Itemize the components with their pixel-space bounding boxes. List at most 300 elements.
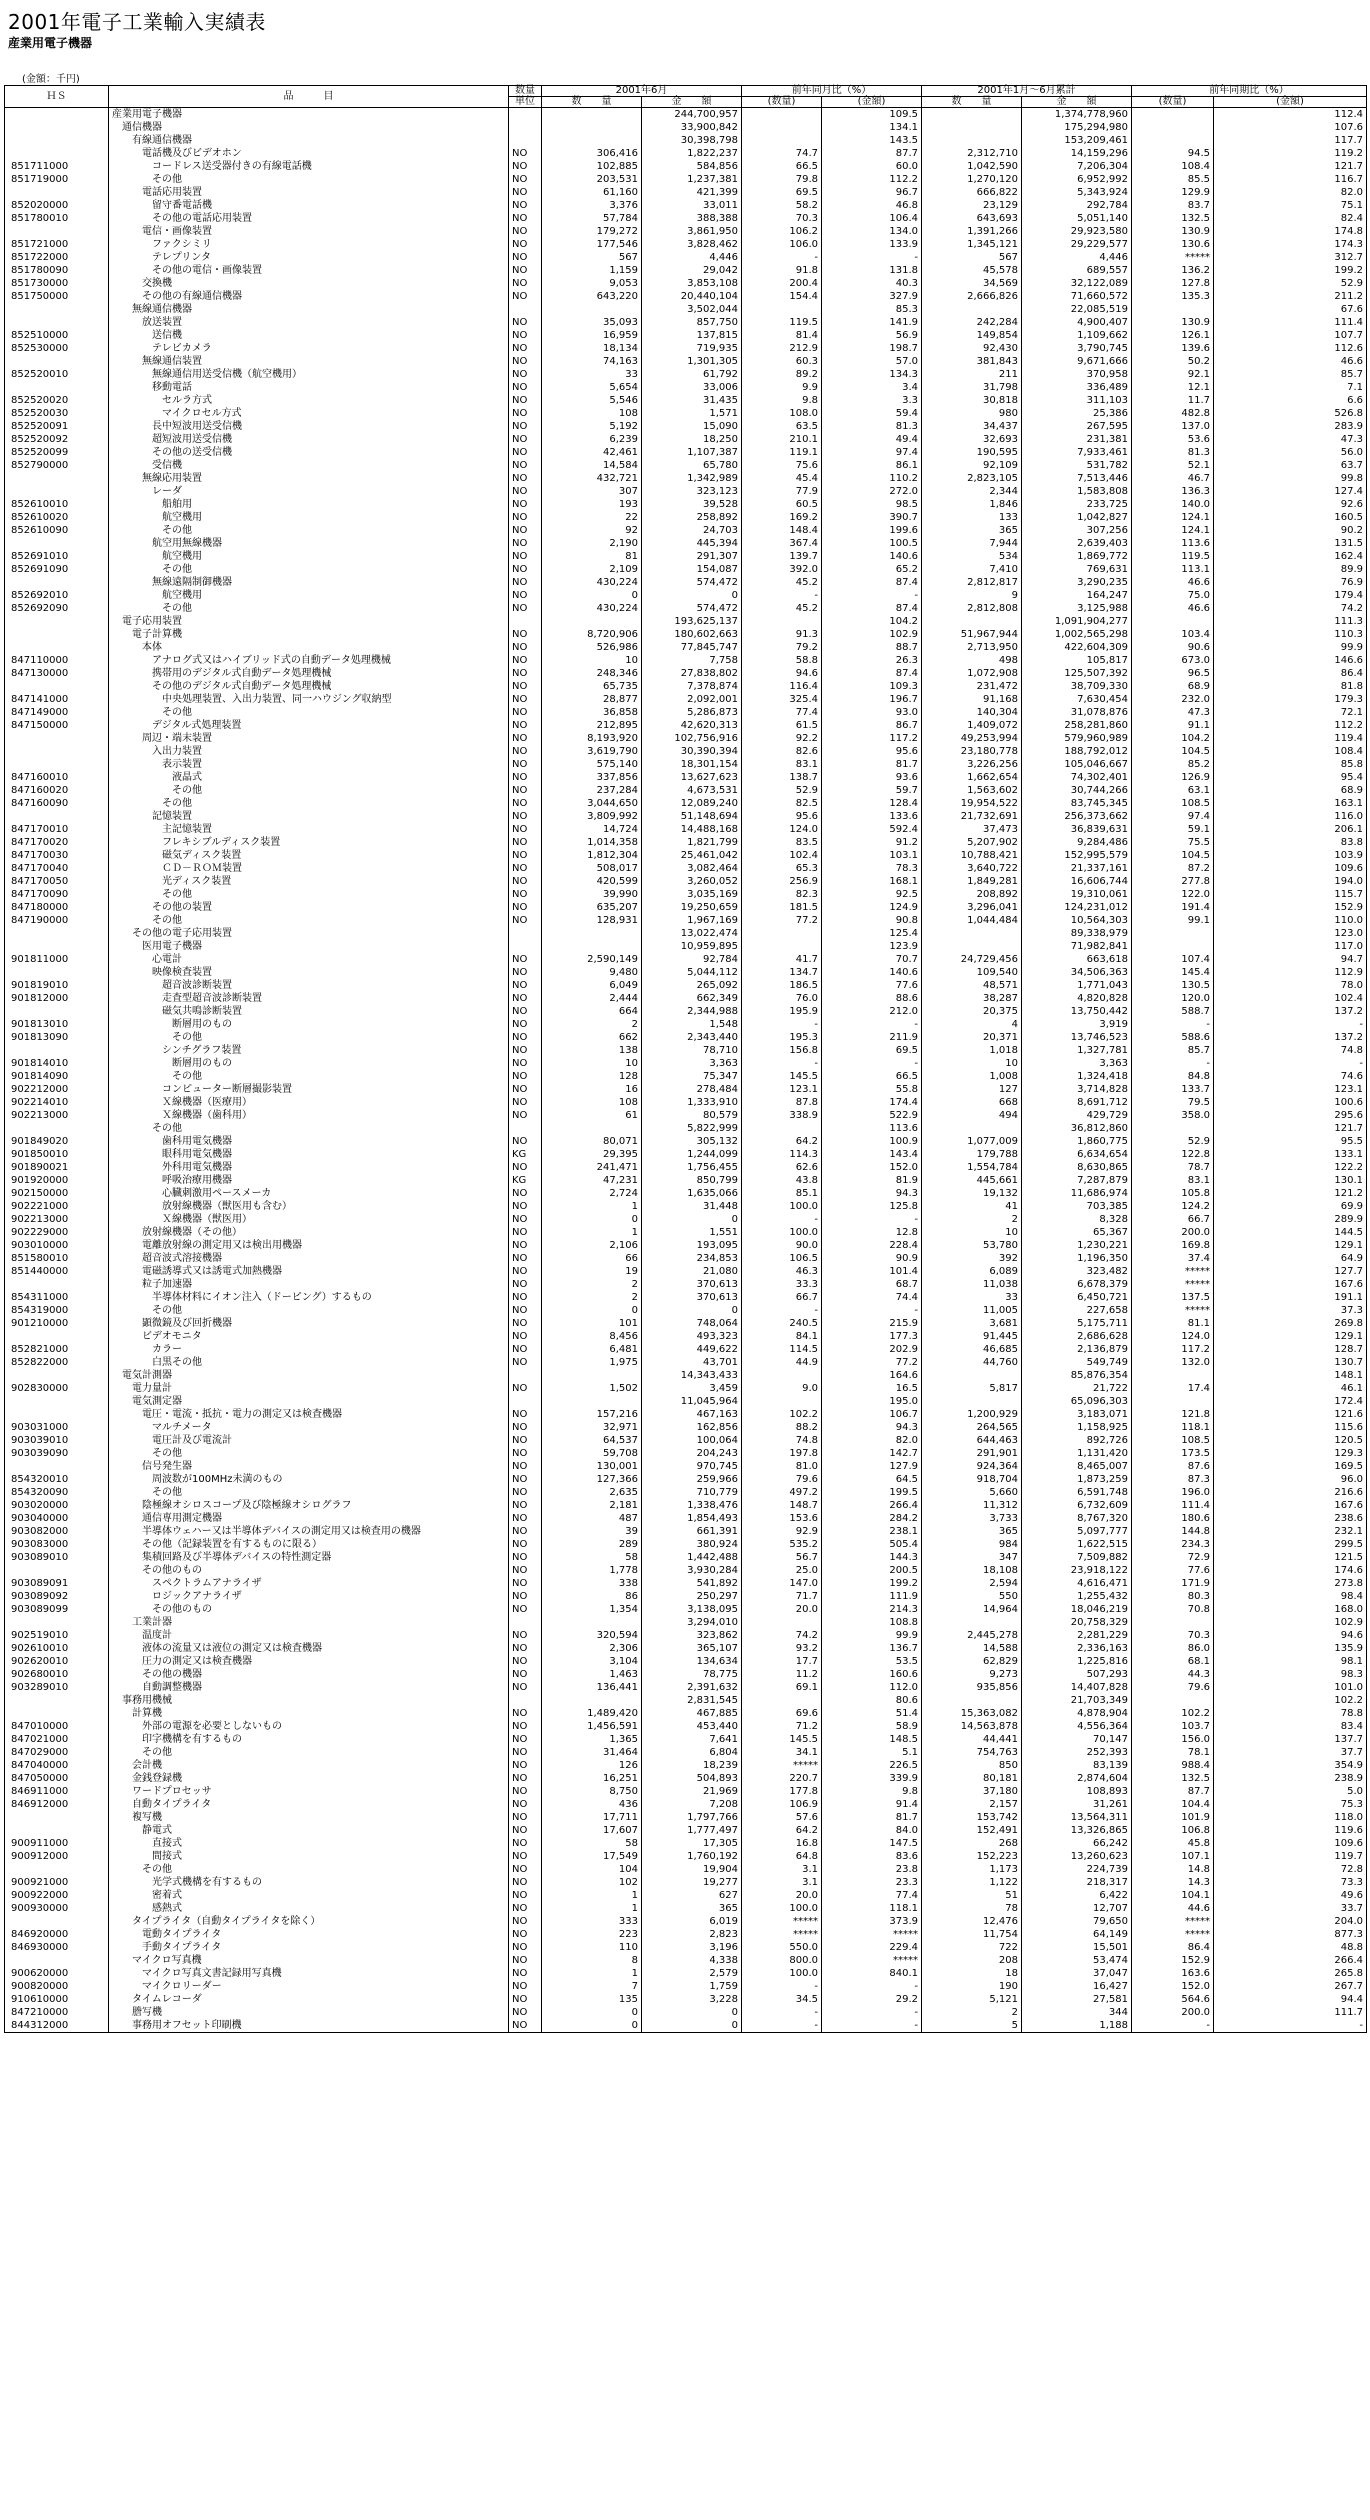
item-name: 無線遠隔制御機器	[109, 576, 509, 589]
ytd-qty: 3,296,041	[922, 901, 1022, 914]
item-name: 産業用電子機器	[109, 108, 509, 122]
ytd-amt: 4,446	[1022, 251, 1132, 264]
month-qty: 0	[542, 2019, 642, 2033]
item-name: その他	[109, 1031, 509, 1044]
month-amt-pct: -	[822, 1213, 922, 1226]
unit: NO	[509, 1629, 542, 1642]
item-name: 光学式機構を有するもの	[109, 1876, 509, 1889]
item-name: 事務用オフセット印刷機	[109, 2019, 509, 2033]
month-qty: 333	[542, 1915, 642, 1928]
month-amt-pct: 106.4	[822, 212, 922, 225]
hs-code: 910610000	[5, 1993, 109, 2006]
table-row	[5, 160, 1367, 173]
month-qty	[542, 1616, 642, 1629]
ytd-qty-pct: 107.1	[1132, 1850, 1214, 1863]
month-amt-pct: 56.9	[822, 329, 922, 342]
month-amt: 493,323	[642, 1330, 742, 1343]
table-row	[5, 368, 1367, 381]
unit: NO	[509, 199, 542, 212]
month-amt: 33,006	[642, 381, 742, 394]
month-amt: 0	[642, 1213, 742, 1226]
hs-code: 852692010	[5, 589, 109, 602]
month-amt-pct: 148.5	[822, 1733, 922, 1746]
table-row	[5, 706, 1367, 719]
item-name: その他	[109, 1863, 509, 1876]
unit: NO	[509, 329, 542, 342]
ytd-qty-pct: 52.1	[1132, 459, 1214, 472]
month-qty-pct: 102.2	[742, 1408, 822, 1421]
ytd-amt: 83,139	[1022, 1759, 1132, 1772]
ytd-amt: 85,876,354	[1022, 1369, 1132, 1382]
ytd-qty: 5,121	[922, 1993, 1022, 2006]
month-amt: 0	[642, 589, 742, 602]
unit: NO	[509, 1317, 542, 1330]
ytd-amt: 175,294,980	[1022, 121, 1132, 134]
ytd-amt-pct: 92.6	[1214, 498, 1367, 511]
ytd-qty: 1,042,590	[922, 160, 1022, 173]
month-amt-pct: 133.6	[822, 810, 922, 823]
ytd-qty: 37,180	[922, 1785, 1022, 1798]
hs-code	[5, 745, 109, 758]
ytd-qty-pct: 66.7	[1132, 1213, 1214, 1226]
month-amt: 365	[642, 1902, 742, 1915]
ytd-qty-pct: 96.5	[1132, 667, 1214, 680]
ytd-qty: 935,856	[922, 1681, 1022, 1694]
document-title: 2001年電子工業輸入実績表	[8, 10, 266, 34]
ytd-qty-pct: 129.9	[1132, 186, 1214, 199]
unit: NO	[509, 1486, 542, 1499]
month-qty: 2,306	[542, 1642, 642, 1655]
month-amt: 1,338,476	[642, 1499, 742, 1512]
item-name: 温度計	[109, 1629, 509, 1642]
hs-code: 903039090	[5, 1447, 109, 1460]
month-qty: 138	[542, 1044, 642, 1057]
table-row	[5, 420, 1367, 433]
unit: NO	[509, 1772, 542, 1785]
ytd-qty-pct: 102.2	[1132, 1707, 1214, 1720]
ytd-amt: 2,136,879	[1022, 1343, 1132, 1356]
month-amt: 627	[642, 1889, 742, 1902]
month-amt: 1,777,497	[642, 1824, 742, 1837]
unit: KG	[509, 1148, 542, 1161]
hs-code	[5, 732, 109, 745]
month-qty: 1,365	[542, 1733, 642, 1746]
table-row	[5, 1551, 1367, 1564]
ytd-amt: 31,261	[1022, 1798, 1132, 1811]
month-amt: 970,745	[642, 1460, 742, 1473]
ytd-qty-pct: 85.5	[1132, 173, 1214, 186]
ytd-qty-pct: 124.1	[1132, 524, 1214, 537]
item-name: 無線通信用送受信機（航空機用）	[109, 368, 509, 381]
item-name: 映像検査装置	[109, 966, 509, 979]
ytd-qty-pct: 118.1	[1132, 1421, 1214, 1434]
ytd-amt-pct: 111.4	[1214, 316, 1367, 329]
month-amt: 453,440	[642, 1720, 742, 1733]
hs-code: 900930000	[5, 1902, 109, 1915]
ytd-amt: 38,709,330	[1022, 680, 1132, 693]
ytd-amt-pct: 85.7	[1214, 368, 1367, 381]
hs-code: 902212000	[5, 1083, 109, 1096]
hs-code	[5, 1915, 109, 1928]
month-amt: 370,613	[642, 1278, 742, 1291]
ytd-qty: 1,173	[922, 1863, 1022, 1876]
hs-code: 851780090	[5, 264, 109, 277]
ytd-amt-pct: 238.6	[1214, 1512, 1367, 1525]
table-row	[5, 1759, 1367, 1772]
hs-code: 900911000	[5, 1837, 109, 1850]
ytd-qty: 152,223	[922, 1850, 1022, 1863]
unit: NO	[509, 290, 542, 303]
item-name: 本体	[109, 641, 509, 654]
ytd-amt: 10,564,303	[1022, 914, 1132, 927]
ytd-qty-pct: 79.5	[1132, 1096, 1214, 1109]
hs-code: 900922000	[5, 1889, 109, 1902]
table-row	[5, 381, 1367, 394]
item-name: タイプライタ（自動タイプライタを除く）	[109, 1915, 509, 1928]
table-row	[5, 940, 1367, 953]
ytd-qty: 264,565	[922, 1421, 1022, 1434]
item-name: 超短波用送受信機	[109, 433, 509, 446]
ytd-amt: 31,078,876	[1022, 706, 1132, 719]
month-amt: 574,472	[642, 602, 742, 615]
ytd-qty: 1,409,072	[922, 719, 1022, 732]
table-row	[5, 953, 1367, 966]
month-qty: 237,284	[542, 784, 642, 797]
ytd-qty-pct: 68.9	[1132, 680, 1214, 693]
ytd-amt-pct: 877.3	[1214, 1928, 1367, 1941]
hs-code: 847141000	[5, 693, 109, 706]
ytd-amt: 153,209,461	[1022, 134, 1132, 147]
ytd-qty: 51	[922, 1889, 1022, 1902]
hs-code: 903089091	[5, 1577, 109, 1590]
hs-code: 901812000	[5, 992, 109, 1005]
table-row	[5, 927, 1367, 940]
month-amt: 748,064	[642, 1317, 742, 1330]
ytd-qty: 984	[922, 1538, 1022, 1551]
table-body	[5, 108, 1367, 2033]
unit: NO	[509, 693, 542, 706]
month-amt: 43,701	[642, 1356, 742, 1369]
ytd-amt-pct: 137.2	[1214, 1005, 1367, 1018]
ytd-qty: 149,854	[922, 329, 1022, 342]
unit: KG	[509, 1174, 542, 1187]
ytd-amt-pct: 95.5	[1214, 1135, 1367, 1148]
hs-code: 854320090	[5, 1486, 109, 1499]
hs-code	[5, 940, 109, 953]
ytd-amt: 4,616,471	[1022, 1577, 1132, 1590]
hs-code: 854320010	[5, 1473, 109, 1486]
month-amt: 134,634	[642, 1655, 742, 1668]
month-amt: 29,042	[642, 264, 742, 277]
month-qty-pct: 82.3	[742, 888, 822, 901]
month-amt: 3,502,044	[642, 303, 742, 316]
ytd-qty: 5,207,902	[922, 836, 1022, 849]
month-qty	[542, 1122, 642, 1135]
hs-code: 902519010	[5, 1629, 109, 1642]
month-qty: 2,444	[542, 992, 642, 1005]
month-amt: 17,305	[642, 1837, 742, 1850]
item-name: タイムレコーダ	[109, 1993, 509, 2006]
table-row	[5, 1980, 1367, 1993]
item-name: 直接式	[109, 1837, 509, 1850]
unit: NO	[509, 1213, 542, 1226]
unit: NO	[509, 355, 542, 368]
ytd-amt-pct: 46.6	[1214, 355, 1367, 368]
table-row	[5, 888, 1367, 901]
unit: NO	[509, 1577, 542, 1590]
ytd-qty: 666,822	[922, 186, 1022, 199]
header-ytd-yoy: 前年同期比（%）	[1132, 86, 1367, 97]
ytd-qty-pct: 46.6	[1132, 576, 1214, 589]
hs-code	[5, 186, 109, 199]
month-amt-pct: 85.3	[822, 303, 922, 316]
month-amt-pct: *****	[822, 1928, 922, 1941]
hs-code: 847130000	[5, 667, 109, 680]
ytd-amt-pct: 98.3	[1214, 1668, 1367, 1681]
ytd-amt-pct: 52.9	[1214, 277, 1367, 290]
ytd-amt-pct: 148.1	[1214, 1369, 1367, 1382]
table-row	[5, 1707, 1367, 1720]
ytd-qty: 41	[922, 1200, 1022, 1213]
month-qty: 567	[542, 251, 642, 264]
month-amt-pct: 215.9	[822, 1317, 922, 1330]
ytd-amt-pct: 110.0	[1214, 914, 1367, 927]
ytd-qty: 550	[922, 1590, 1022, 1603]
ytd-qty-pct: 50.2	[1132, 355, 1214, 368]
ytd-amt-pct: 129.3	[1214, 1447, 1367, 1460]
ytd-qty-pct: *****	[1132, 1928, 1214, 1941]
month-qty: 635,207	[542, 901, 642, 914]
month-amt: 31,448	[642, 1200, 742, 1213]
ytd-amt-pct: 46.1	[1214, 1382, 1367, 1395]
ytd-amt-pct: -	[1214, 1018, 1367, 1031]
month-amt-pct: 522.9	[822, 1109, 922, 1122]
ytd-amt: 32,122,089	[1022, 277, 1132, 290]
ytd-qty: 381,843	[922, 355, 1022, 368]
month-amt-pct: 133.9	[822, 238, 922, 251]
month-qty-pct: 71.2	[742, 1720, 822, 1733]
month-amt: 3,260,052	[642, 875, 742, 888]
ytd-qty-pct: 59.1	[1132, 823, 1214, 836]
item-name: その他	[109, 1070, 509, 1083]
table-row	[5, 589, 1367, 602]
unit: NO	[509, 446, 542, 459]
item-name: コードレス送受器付きの有線電話機	[109, 160, 509, 173]
month-qty: 1	[542, 1226, 642, 1239]
ytd-amt: 6,678,379	[1022, 1278, 1132, 1291]
table-row	[5, 1512, 1367, 1525]
ytd-qty-pct: 152.0	[1132, 1980, 1214, 1993]
ytd-amt: 105,046,667	[1022, 758, 1132, 771]
unit: NO	[509, 1460, 542, 1473]
ytd-amt-pct: 98.1	[1214, 1655, 1367, 1668]
month-qty-pct: 102.4	[742, 849, 822, 862]
month-amt-pct: 81.9	[822, 1174, 922, 1187]
ytd-amt-pct: 63.7	[1214, 459, 1367, 472]
ytd-amt: 6,450,721	[1022, 1291, 1132, 1304]
hs-code: 847160020	[5, 784, 109, 797]
month-amt-pct: 140.6	[822, 966, 922, 979]
table-row	[5, 498, 1367, 511]
ytd-qty-pct: 77.6	[1132, 1564, 1214, 1577]
item-name: ファクシミリ	[109, 238, 509, 251]
ytd-amt: 7,287,879	[1022, 1174, 1132, 1187]
hs-code: 847150000	[5, 719, 109, 732]
ytd-amt: 7,933,461	[1022, 446, 1132, 459]
hs-code: 852610090	[5, 524, 109, 537]
hs-code: 901813090	[5, 1031, 109, 1044]
ytd-amt-pct: 47.3	[1214, 433, 1367, 446]
month-amt: 19,904	[642, 1863, 742, 1876]
month-qty: 664	[542, 1005, 642, 1018]
ytd-qty	[922, 1122, 1022, 1135]
ytd-qty: 45,578	[922, 264, 1022, 277]
ytd-amt-pct: 108.4	[1214, 745, 1367, 758]
ytd-qty: 51,967,944	[922, 628, 1022, 641]
ytd-amt-pct: 94.7	[1214, 953, 1367, 966]
ytd-amt: 65,367	[1022, 1226, 1132, 1239]
month-qty: 102,885	[542, 160, 642, 173]
ytd-qty-pct: -	[1132, 2019, 1214, 2033]
hs-code	[5, 1395, 109, 1408]
month-qty-pct: 100.0	[742, 1902, 822, 1915]
ytd-qty-pct: 200.0	[1132, 1226, 1214, 1239]
ytd-amt: 124,231,012	[1022, 901, 1132, 914]
unit: NO	[509, 563, 542, 576]
month-qty	[542, 940, 642, 953]
month-amt-pct: *****	[822, 1954, 922, 1967]
hs-code: 900620000	[5, 1967, 109, 1980]
month-qty-pct: 106.9	[742, 1798, 822, 1811]
unit: NO	[509, 1915, 542, 1928]
unit: NO	[509, 1226, 542, 1239]
item-name: 航空機用	[109, 589, 509, 602]
month-amt-pct: 174.4	[822, 1096, 922, 1109]
unit: NO	[509, 498, 542, 511]
hs-code: 847170020	[5, 836, 109, 849]
ytd-amt: 5,097,777	[1022, 1525, 1132, 1538]
month-qty-pct: 95.6	[742, 810, 822, 823]
ytd-qty-pct: 87.3	[1132, 1473, 1214, 1486]
ytd-qty-pct: 156.0	[1132, 1733, 1214, 1746]
month-qty-pct: 69.5	[742, 186, 822, 199]
table-row	[5, 108, 1367, 122]
month-qty	[542, 121, 642, 134]
unit: NO	[509, 706, 542, 719]
month-amt-pct: 266.4	[822, 1499, 922, 1512]
month-qty-pct: 550.0	[742, 1941, 822, 1954]
unit: NO	[509, 1811, 542, 1824]
hs-code: 847050000	[5, 1772, 109, 1785]
hs-code	[5, 1122, 109, 1135]
unit: NO	[509, 238, 542, 251]
month-amt-pct: 104.2	[822, 615, 922, 628]
ytd-amt: 79,650	[1022, 1915, 1132, 1928]
month-amt-pct: 125.4	[822, 927, 922, 940]
month-amt: 380,924	[642, 1538, 742, 1551]
month-qty: 9,053	[542, 277, 642, 290]
table-row	[5, 485, 1367, 498]
month-amt: 3,294,010	[642, 1616, 742, 1629]
table-row	[5, 1369, 1367, 1382]
month-amt-pct: 98.5	[822, 498, 922, 511]
month-amt: 102,756,916	[642, 732, 742, 745]
month-amt: 10,959,895	[642, 940, 742, 953]
unit: NO	[509, 342, 542, 355]
month-qty-pct: 74.8	[742, 1434, 822, 1447]
ytd-qty-pct: 11.7	[1132, 394, 1214, 407]
item-name: 陰極線オシロスコープ及び陰極線オシログラフ	[109, 1499, 509, 1512]
table-row	[5, 849, 1367, 862]
ytd-amt: 231,381	[1022, 433, 1132, 446]
ytd-qty: 46,685	[922, 1343, 1022, 1356]
ytd-amt: 531,782	[1022, 459, 1132, 472]
ytd-qty: 498	[922, 654, 1022, 667]
table-row	[5, 407, 1367, 420]
month-qty: 32,971	[542, 1421, 642, 1434]
month-qty-pct: 106.2	[742, 225, 822, 238]
item-name: 集積回路及び半導体デバイスの特性測定器	[109, 1551, 509, 1564]
hs-code: 903020000	[5, 1499, 109, 1512]
ytd-qty-pct: 180.6	[1132, 1512, 1214, 1525]
month-qty-pct: 212.9	[742, 342, 822, 355]
ytd-qty-pct: 564.6	[1132, 1993, 1214, 2006]
ytd-qty: 7,410	[922, 563, 1022, 576]
month-qty: 1,778	[542, 1564, 642, 1577]
table-row	[5, 1824, 1367, 1837]
ytd-amt-pct: 169.5	[1214, 1460, 1367, 1473]
month-amt-pct: 140.6	[822, 550, 922, 563]
ytd-amt: 19,310,061	[1022, 888, 1132, 901]
month-amt: 51,148,694	[642, 810, 742, 823]
month-qty: 81	[542, 550, 642, 563]
hs-code	[5, 121, 109, 134]
month-qty-pct: 43.8	[742, 1174, 822, 1187]
item-name: Ｘ線機器（医療用）	[109, 1096, 509, 1109]
month-qty: 157,216	[542, 1408, 642, 1421]
month-qty-pct: -	[742, 251, 822, 264]
ytd-amt: 20,758,329	[1022, 1616, 1132, 1629]
ytd-qty: 1,122	[922, 1876, 1022, 1889]
month-amt-pct: 81.3	[822, 420, 922, 433]
month-qty: 5,192	[542, 420, 642, 433]
month-qty-pct: 65.3	[742, 862, 822, 875]
month-qty-pct: 177.8	[742, 1785, 822, 1798]
unit: NO	[509, 1499, 542, 1512]
ytd-qty-pct: 75.0	[1132, 589, 1214, 602]
hs-code	[5, 1707, 109, 1720]
table-row	[5, 901, 1367, 914]
month-qty-pct: 62.6	[742, 1161, 822, 1174]
ytd-qty: 2,812,808	[922, 602, 1022, 615]
month-amt: 2,344,988	[642, 1005, 742, 1018]
item-name: その他	[109, 1447, 509, 1460]
item-name: コンピューター断層撮影装置	[109, 1083, 509, 1096]
table-row	[5, 680, 1367, 693]
month-amt-pct: 88.6	[822, 992, 922, 1005]
item-name: 電圧・電流・抵抗・電力の測定又は検査機器	[109, 1408, 509, 1421]
month-qty	[542, 108, 642, 122]
table-row	[5, 1265, 1367, 1278]
month-amt-pct: 109.3	[822, 680, 922, 693]
ytd-amt: 258,281,860	[1022, 719, 1132, 732]
unit	[509, 108, 542, 122]
month-qty: 212,895	[542, 719, 642, 732]
table-row	[5, 199, 1367, 212]
month-amt-pct: 106.7	[822, 1408, 922, 1421]
month-amt: 2,831,545	[642, 1694, 742, 1707]
ytd-amt: 1,196,350	[1022, 1252, 1132, 1265]
